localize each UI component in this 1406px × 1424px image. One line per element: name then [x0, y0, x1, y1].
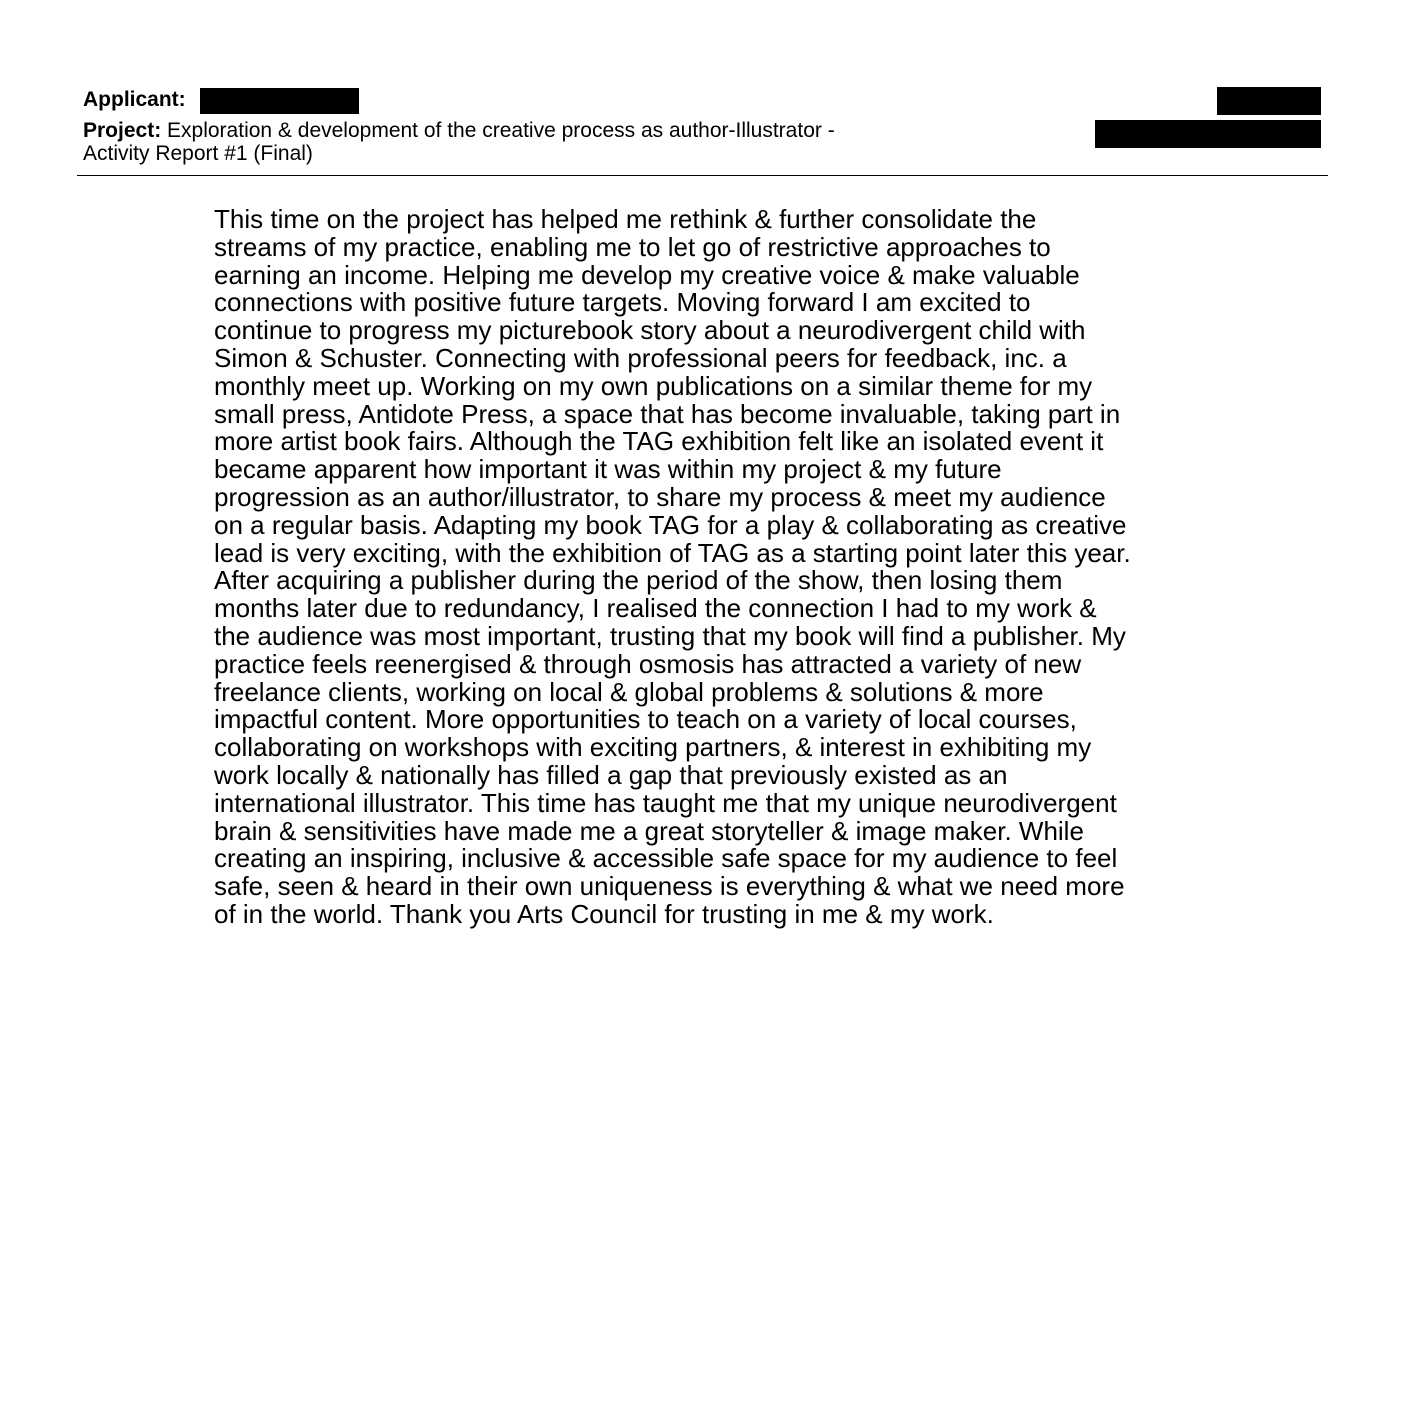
body-line: monthly meet up. Working on my own publications on a similar theme for my — [214, 370, 1093, 401]
redacted-reference-bottom — [1095, 120, 1321, 148]
body-line: safe, seen & heard in their own uniqueness is everything & what we need more — [214, 871, 1125, 902]
redacted-reference-top — [1217, 87, 1321, 115]
body-line: freelance clients, working on local & global problems & solutions & more — [214, 676, 1044, 707]
body-line: became apparent how important it was within my project & my future — [214, 454, 1002, 485]
body-line: Simon & Schuster. Connecting with professional peers for feedback, inc. a — [214, 342, 1067, 373]
body-line: work locally & nationally has filled a gap that previously existed as an — [214, 759, 1008, 790]
applicant-line — [83, 87, 186, 113]
body-line: small press, Antidote Press, a space that has become invaluable, taking part in — [214, 398, 1121, 429]
body-line: lead is very exciting, with the exhibition of TAG as a starting point later this year. — [214, 537, 1131, 568]
body-line: on a regular basis. Adapting my book TAG for a play & collaborating as creative — [214, 509, 1127, 540]
body-line: continue to progress my picturebook story about a neurodivergent child with — [214, 315, 1086, 346]
body-line: practice feels reenergised & through osmosis has attracted a variety of new — [214, 648, 1082, 679]
body-line: This time on the project has helped me rethink & further consolidate the — [214, 204, 1037, 234]
body-line: impactful content. More opportunities to teach on a variety of local courses, — [214, 704, 1077, 735]
body-line: creating an inspiring, inclusive & accessible safe space for my audience to feel — [214, 843, 1118, 874]
body-line: of in the world. Thank you Arts Council for trusting in me & my work. — [214, 898, 994, 929]
project-line — [83, 119, 943, 165]
project-title-line1: Exploration & development of the creative process as author-Illustrator - — [167, 119, 835, 142]
document-header — [77, 84, 1328, 176]
applicant-label: Applicant: — [83, 88, 186, 111]
report-body-text — [214, 206, 1204, 929]
body-line: progression as an author/illustrator, to share my process & meet my audience — [214, 481, 1106, 512]
project-title-line2: Activity Report #1 (Final) — [83, 142, 313, 165]
body-line: streams of my practice, enabling me to let go of restrictive approaches to — [214, 231, 1051, 262]
body-line: brain & sensitivities have made me a great storyteller & image maker. While — [214, 815, 1084, 846]
body-line: more artist book fairs. Although the TAG exhibition felt like an isolated event it — [214, 426, 1104, 457]
body-line: the audience was most important, trusting that my book will find a publisher. My — [214, 620, 1126, 651]
body-line: collaborating on workshops with exciting partners, & interest in exhibiting my — [214, 732, 1092, 763]
body-line: connections with positive future targets. Moving forward I am excited to — [214, 287, 1031, 318]
body-line: months later due to redundancy, I realised the connection I had to my work & — [214, 593, 1097, 624]
redacted-applicant-name — [200, 88, 359, 114]
body-line: earning an income. Helping me develop my creative voice & make valuable — [214, 259, 1080, 290]
body-line: international illustrator. This time has taught me that my unique neurodivergent — [214, 787, 1117, 818]
body-line: After acquiring a publisher during the period of the show, then losing them — [214, 565, 1063, 596]
project-label: Project: — [83, 119, 162, 142]
